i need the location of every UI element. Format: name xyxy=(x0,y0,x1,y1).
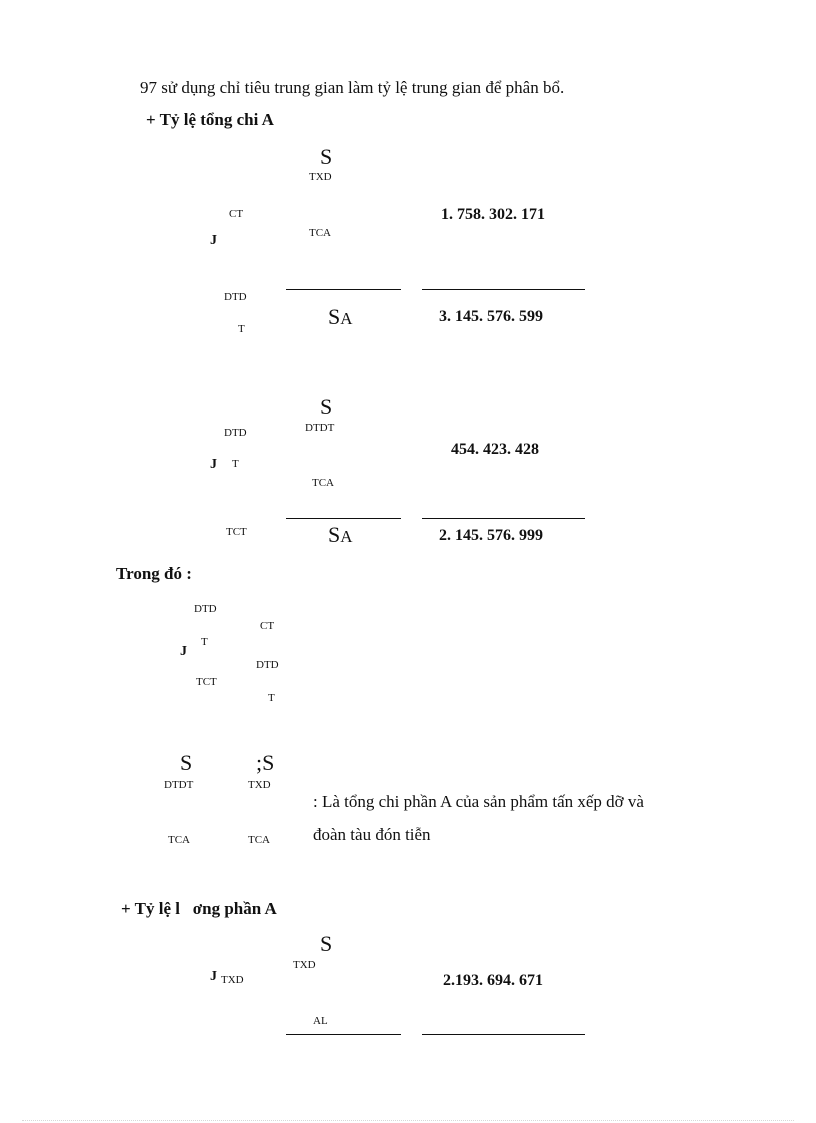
formula2-j-symbol: J xyxy=(210,457,217,472)
def-text-line1: : Là tổng chi phần A của sản phẩm tấn xếp dỡ và xyxy=(313,792,644,811)
where-sub-tct: TCT xyxy=(196,676,217,688)
def-s-symbol-1: S xyxy=(180,750,193,775)
formula3-s-symbol: S xyxy=(320,931,333,956)
formula2-sub-dtdt: DTDT xyxy=(305,422,335,434)
formula2-numerator-value: 454. 423. 428 xyxy=(451,441,539,458)
page-number: 97 xyxy=(140,78,157,97)
formula1-sup-dtd: DTD xyxy=(224,291,247,303)
formula1-den-s: S xyxy=(328,304,341,329)
formula1-den-a: A xyxy=(340,309,353,328)
formula2-denominator-value: 2. 145. 576. 999 xyxy=(439,527,543,544)
formula1-fraction-bar-right xyxy=(422,289,585,290)
formula2-den-s: S xyxy=(328,522,341,547)
formula3-fraction-bar-right xyxy=(422,1034,585,1035)
formula2-s-symbol: S xyxy=(320,394,333,419)
formula3-j-term xyxy=(210,968,244,984)
formula3-fraction-bar-left xyxy=(286,1034,401,1035)
def-sub-dtdt: DTDT xyxy=(164,779,194,791)
formula2-sup-dtd: DTD xyxy=(224,427,247,439)
formula1-sub-txd: TXD xyxy=(309,171,332,183)
formula1-numerator-value: 1. 758. 302. 171 xyxy=(441,206,545,223)
formula1-sub-t: T xyxy=(238,323,245,335)
formula2-fraction-bar-left xyxy=(286,518,401,519)
where-sup-t: T xyxy=(201,636,208,648)
formula3-j-symbol: J xyxy=(210,969,217,984)
formula2-sub-tct: TCT xyxy=(226,526,247,538)
intro-line xyxy=(140,79,564,96)
where-sup-dtd: DTD xyxy=(194,603,217,615)
where-sub-t: T xyxy=(268,692,275,704)
formula3-sub-al: AL xyxy=(313,1015,328,1027)
where-sub-dtd: DTD xyxy=(256,659,279,671)
where-label: Trong đó : xyxy=(116,564,192,583)
formula2-denominator-symbol xyxy=(328,524,353,546)
formula2-fraction-bar-right xyxy=(422,518,585,519)
formula1-sup-ct: CT xyxy=(229,208,244,220)
formula2-den-a: A xyxy=(340,527,353,546)
formula3-numerator-value: 2.193. 694. 671 xyxy=(443,972,543,989)
formula1-s-symbol: S xyxy=(320,144,333,169)
formula2-t-symbol: T xyxy=(232,458,239,470)
section-heading-wage-ratio: + Tỷ lệ l ơng phần A xyxy=(121,899,277,918)
def-sub-tca-2: TCA xyxy=(248,834,270,846)
def-sub-tca-1: TCA xyxy=(168,834,190,846)
formula1-denominator-symbol xyxy=(328,306,353,328)
formula3-j-sub-txd: TXD xyxy=(221,974,244,986)
where-j-symbol: J xyxy=(180,644,187,659)
formula3-sub-txd: TXD xyxy=(293,959,316,971)
section-heading-total-cost-ratio: + Tỷ lệ tổng chi A xyxy=(146,110,274,129)
def-s-symbol-2: ;S xyxy=(256,750,275,775)
def-sub-txd: TXD xyxy=(248,779,271,791)
formula1-sub-tca: TCA xyxy=(309,227,331,239)
formula1-denominator-value: 3. 145. 576. 599 xyxy=(439,308,543,325)
formula1-j-symbol: J xyxy=(210,233,217,248)
def-text-line2: đoàn tàu đón tiễn xyxy=(313,825,431,844)
formula1-fraction-bar-left xyxy=(286,289,401,290)
where-sub-ct: CT xyxy=(260,620,275,632)
intro-sentence: sử dụng chỉ tiêu trung gian làm tỷ lệ trung gian để phân bổ. xyxy=(161,78,565,97)
formula2-sub-tca: TCA xyxy=(312,477,334,489)
page-bottom-divider xyxy=(22,1120,794,1121)
